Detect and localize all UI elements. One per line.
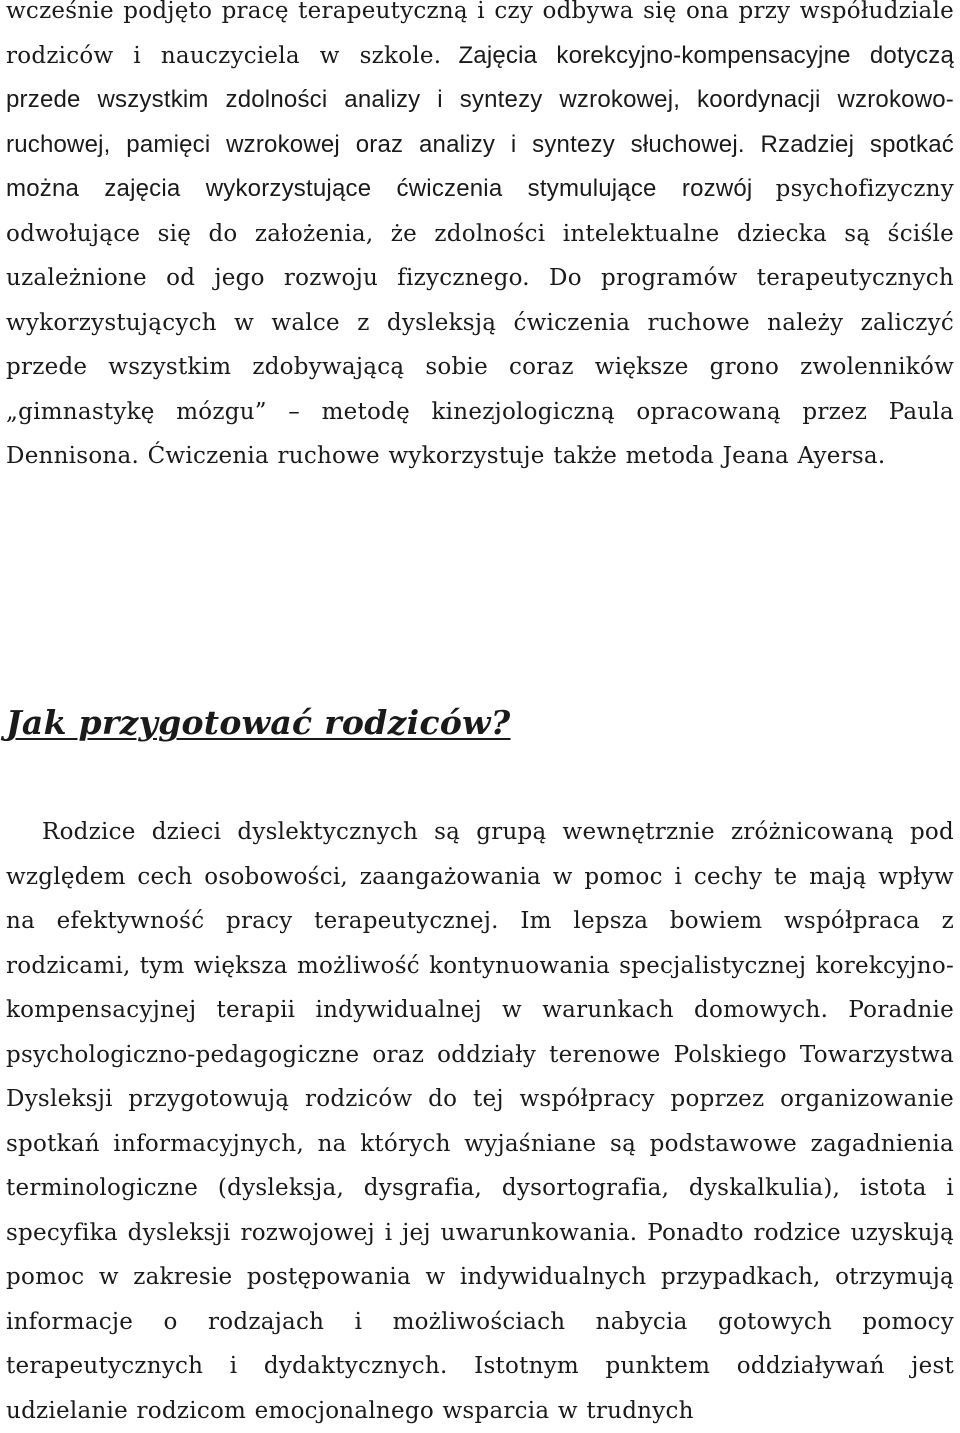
section-heading: Jak przygotować rodziców?: [6, 703, 511, 742]
paragraph-text-serif-2: psychofizyczny odwołujące się do założenia, że zdolności intelektualne dziecka są ściśle uzależnione od jego rozwoju fizycznego. Do programów terapeutycznych wykorzystujących w walce z dysleksją ćwiczenia ruchowe należy zaliczyć przede wszystkim zdobywającą sobie coraz większe grono zwolenników „gimnastykę mózgu” – metodę kinezjologiczną opracowaną przez Paula Dennisona. Ćwiczenia ruchowe wykorzystuje także metoda Jeana Ayersa.: [6, 176, 954, 469]
paragraph-text-sans: Zajęcia korekcyjno-kompensacyjne dotyczą przede wszystkim zdolności analizy i syntezy wzrokowej, koordynacji wzrokowo-ruchowej, pamięci wzrokowej oraz analizy i syntezy słuchowej. Rzadziej spotkać można zajęcia wykorzystujące ćwiczenia stymulujące rozwój: [6, 41, 954, 202]
paragraph-parents: [6, 810, 954, 1433]
paragraph-text-serif-1: wcześnie podjęto pracę terapeutyczną i czy odbywa się ona przy współudziale rodziców i nauczyciela w szkole.: [6, 0, 954, 69]
paragraph-parents-text: Rodzice dzieci dyslektycznych są grupą wewnętrznie zróżnicowaną pod względem cech osobowości, zaangażowania w pomoc i cechy te mają wpływ na efektywność pracy terapeutycznej. Im lepsza bowiem współpraca z rodzicami, tym większa możliwość kontynuowania specjalistycznej korekcyjno-kompensacyjnej terapii indywidualnej w warunkach domowych. Poradnie psychologiczno-pedagogiczne oraz oddziały terenowe Polskiego Towarzystwa Dysleksji przygotowują rodziców do tej współpracy poprzez organizowanie spotkań informacyjnych, na których wyjaśniane są podstawowe zagadnienia terminologiczne (dysleksja, dysgrafia, dysortografia, dyskalkulia), istota i specyfika dysleksji rozwojowej i jej uwarunkowania. Ponadto rodzice uzyskują pomoc w zakresie postępowania w indywidualnych przypadkach, otrzymują informacje o rodzajach i możliwościach nabycia gotowych pomocy terapeutycznych i dydaktycznych. Istotnym punktem oddziaływań jest udzielanie rodzicom emocjonalnego wsparcia w trudnych: [6, 819, 954, 1424]
paragraph-therapy-methods: [6, 0, 954, 479]
